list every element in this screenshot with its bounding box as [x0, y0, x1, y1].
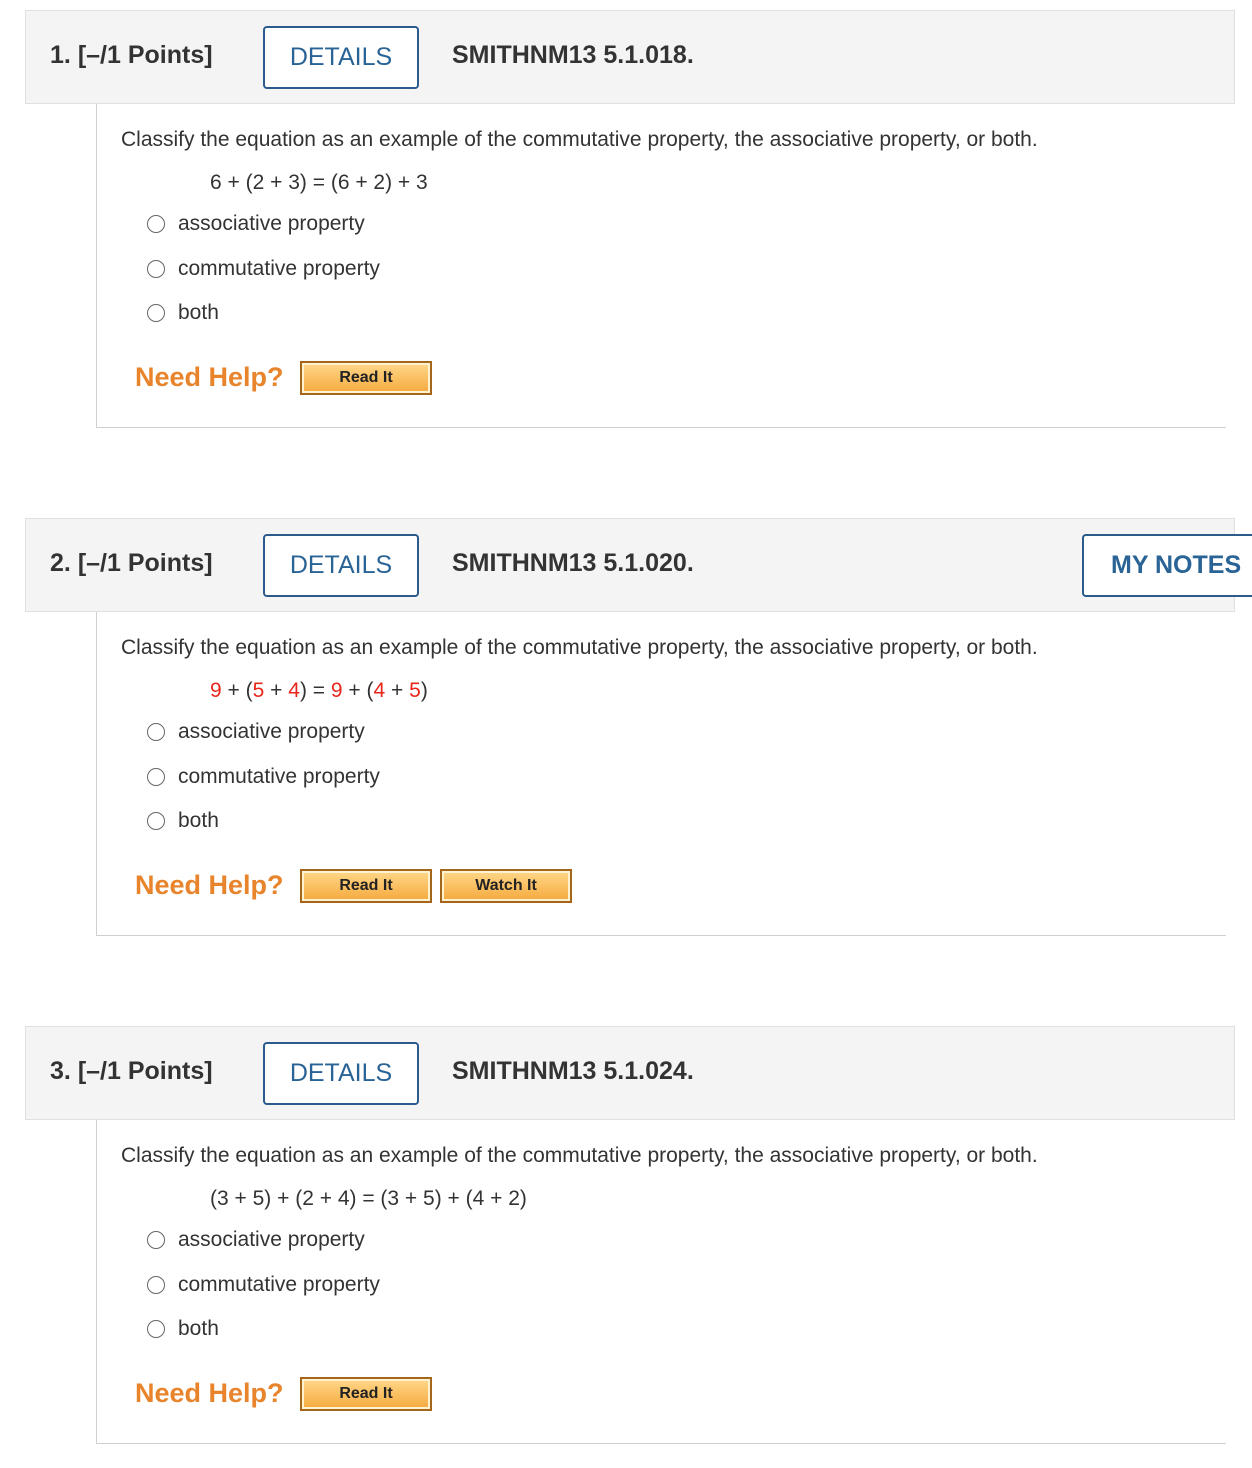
question-code: SMITHNM13 5.1.024. — [452, 1057, 694, 1085]
radio-button[interactable] — [147, 215, 165, 233]
radio-button[interactable] — [147, 1320, 165, 1338]
question-prompt: Classify the equation as an example of the commutative property, the associative property, or both. — [121, 128, 1038, 151]
radio-button[interactable] — [147, 304, 165, 322]
question-code: SMITHNM13 5.1.020. — [452, 549, 694, 577]
question-body — [96, 104, 1226, 428]
option-both[interactable]: both — [147, 1317, 219, 1341]
equation: (3 + 5) + (2 + 4) = (3 + 5) + (4 + 2) — [210, 1187, 527, 1210]
option-commutative[interactable]: commutative property — [147, 1273, 380, 1297]
details-button[interactable]: DETAILS — [263, 1042, 419, 1105]
details-button[interactable]: DETAILS — [263, 26, 419, 89]
radio-button[interactable] — [147, 260, 165, 278]
question-prompt: Classify the equation as an example of the commutative property, the associative property, or both. — [121, 1144, 1038, 1167]
question-number: 1. [–/1 Points] — [50, 41, 213, 69]
radio-button[interactable] — [147, 1231, 165, 1249]
question-code: SMITHNM13 5.1.018. — [452, 41, 694, 69]
read-it-button[interactable]: Read It — [300, 361, 432, 395]
my-notes-button[interactable]: MY NOTES — [1082, 534, 1252, 597]
question-body — [96, 612, 1226, 936]
option-associative[interactable]: associative property — [147, 212, 365, 236]
details-button[interactable]: DETAILS — [263, 534, 419, 597]
need-help-label: Need Help? — [135, 1378, 284, 1408]
question-body — [96, 1120, 1226, 1444]
watch-it-button[interactable]: Watch It — [440, 869, 572, 903]
question-header — [25, 518, 1242, 612]
need-help-label: Need Help? — [135, 362, 284, 392]
option-associative[interactable]: associative property — [147, 720, 365, 744]
option-both[interactable]: both — [147, 301, 219, 325]
option-commutative[interactable]: commutative property — [147, 257, 380, 281]
question-number: 3. [–/1 Points] — [50, 1057, 213, 1085]
radio-button[interactable] — [147, 768, 165, 786]
equation: 9 + (5 + 4) = 9 + (4 + 5) — [210, 679, 428, 702]
option-commutative[interactable]: commutative property — [147, 765, 380, 789]
question-header — [25, 1026, 1235, 1120]
option-associative[interactable]: associative property — [147, 1228, 365, 1252]
radio-button[interactable] — [147, 723, 165, 741]
equation: 6 + (2 + 3) = (6 + 2) + 3 — [210, 171, 428, 194]
radio-button[interactable] — [147, 812, 165, 830]
read-it-button[interactable]: Read It — [300, 1377, 432, 1411]
question-number: 2. [–/1 Points] — [50, 549, 213, 577]
option-both[interactable]: both — [147, 809, 219, 833]
radio-button[interactable] — [147, 1276, 165, 1294]
read-it-button[interactable]: Read It — [300, 869, 432, 903]
question-prompt: Classify the equation as an example of the commutative property, the associative property, or both. — [121, 636, 1038, 659]
need-help-label: Need Help? — [135, 870, 284, 900]
question-header — [25, 10, 1235, 104]
